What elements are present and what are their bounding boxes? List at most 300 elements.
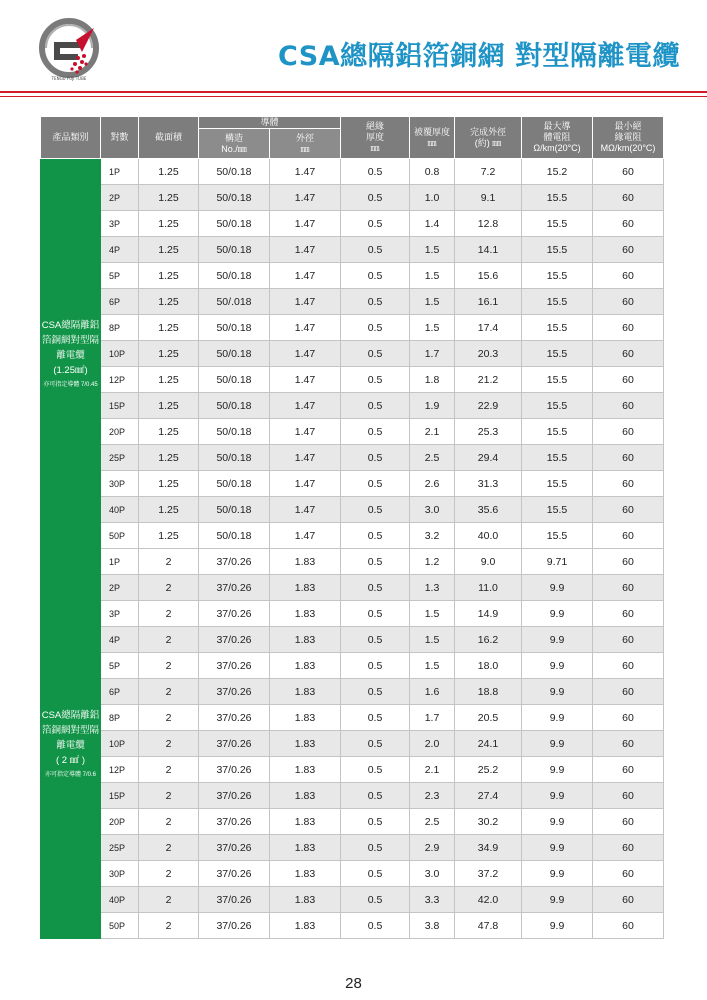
max-resistance-cell: 9.9 bbox=[522, 861, 593, 887]
header-sheath bbox=[410, 117, 455, 159]
construction-cell: 50/0.18 bbox=[199, 185, 270, 211]
cross-section-cell: 1.25 bbox=[139, 367, 199, 393]
table-row bbox=[41, 549, 664, 575]
max-resistance-cell: 15.5 bbox=[522, 237, 593, 263]
min-insulation-cell: 60 bbox=[593, 471, 664, 497]
insulation-cell: 0.5 bbox=[341, 497, 410, 523]
table-row bbox=[41, 835, 664, 861]
sheath-cell: 3.3 bbox=[410, 887, 455, 913]
insulation-cell: 0.5 bbox=[341, 679, 410, 705]
min-insulation-cell: 60 bbox=[593, 185, 664, 211]
pairs-cell: 6P bbox=[101, 289, 139, 315]
sheath-cell: 1.5 bbox=[410, 601, 455, 627]
outer-dia-cell: 1.47 bbox=[270, 237, 341, 263]
min-insulation-cell: 60 bbox=[593, 393, 664, 419]
category-note: 亦可指定導體 7/0.6 bbox=[44, 771, 96, 778]
max-resistance-cell: 9.9 bbox=[522, 627, 593, 653]
pairs-cell: 12P bbox=[101, 757, 139, 783]
header-rule-thin bbox=[0, 96, 707, 97]
construction-cell: 50/0.18 bbox=[199, 263, 270, 289]
header-outer-dia-label: 外徑 bbox=[296, 132, 315, 143]
insulation-cell: 0.5 bbox=[341, 419, 410, 445]
header-rule bbox=[0, 91, 707, 93]
header-min-ins-line2: 緣電阻 bbox=[614, 132, 642, 142]
table-row bbox=[41, 393, 664, 419]
construction-cell: 50/0.18 bbox=[199, 497, 270, 523]
table-row bbox=[41, 783, 664, 809]
finished-dia-cell: 18.8 bbox=[455, 679, 522, 705]
finished-dia-cell: 40.0 bbox=[455, 523, 522, 549]
finished-dia-cell: 14.9 bbox=[455, 601, 522, 627]
page-number: 28 bbox=[345, 975, 362, 992]
outer-dia-cell: 1.83 bbox=[270, 835, 341, 861]
insulation-cell: 0.5 bbox=[341, 861, 410, 887]
table-row bbox=[41, 913, 664, 939]
cross-section-cell: 2 bbox=[139, 575, 199, 601]
construction-cell: 50/0.18 bbox=[199, 471, 270, 497]
min-insulation-cell: 60 bbox=[593, 809, 664, 835]
max-resistance-cell: 9.9 bbox=[522, 601, 593, 627]
insulation-cell: 0.5 bbox=[341, 445, 410, 471]
pairs-cell: 5P bbox=[101, 263, 139, 289]
sheath-cell: 1.5 bbox=[410, 315, 455, 341]
finished-dia-cell: 27.4 bbox=[455, 783, 522, 809]
outer-dia-cell: 1.47 bbox=[270, 419, 341, 445]
header-min-insulation bbox=[593, 117, 664, 159]
cross-section-cell: 2 bbox=[139, 913, 199, 939]
finished-dia-cell: 9.0 bbox=[455, 549, 522, 575]
insulation-cell: 0.5 bbox=[341, 393, 410, 419]
pairs-cell: 1P bbox=[101, 549, 139, 575]
insulation-cell: 0.5 bbox=[341, 263, 410, 289]
min-insulation-cell: 60 bbox=[593, 705, 664, 731]
sheath-cell: 2.9 bbox=[410, 835, 455, 861]
pairs-cell: 30P bbox=[101, 471, 139, 497]
header-pairs: 對數 bbox=[101, 117, 139, 159]
finished-dia-cell: 18.0 bbox=[455, 653, 522, 679]
category-name: CSA總隔離鋁箔銅網對型隔離電纜 bbox=[41, 319, 100, 361]
finished-dia-cell: 11.0 bbox=[455, 575, 522, 601]
pairs-cell: 10P bbox=[101, 341, 139, 367]
cross-section-cell: 1.25 bbox=[139, 289, 199, 315]
insulation-cell: 0.5 bbox=[341, 341, 410, 367]
construction-cell: 50/.018 bbox=[199, 289, 270, 315]
construction-cell: 37/0.26 bbox=[199, 549, 270, 575]
pairs-cell: 6P bbox=[101, 679, 139, 705]
sheath-cell: 3.0 bbox=[410, 497, 455, 523]
cross-section-cell: 2 bbox=[139, 627, 199, 653]
pairs-cell: 4P bbox=[101, 627, 139, 653]
header-finished-label: 完成外徑 bbox=[470, 126, 507, 137]
max-resistance-cell: 9.9 bbox=[522, 679, 593, 705]
logo-text: TENGU FUJI TUBE bbox=[51, 76, 87, 81]
construction-cell: 37/0.26 bbox=[199, 861, 270, 887]
header-sheath-label: 被覆厚度 bbox=[414, 126, 451, 137]
pairs-cell: 10P bbox=[101, 731, 139, 757]
sheath-cell: 1.4 bbox=[410, 211, 455, 237]
outer-dia-cell: 1.83 bbox=[270, 601, 341, 627]
header-construction-label: 構造 bbox=[224, 132, 243, 143]
table-row bbox=[41, 445, 664, 471]
table-row bbox=[41, 601, 664, 627]
table-row bbox=[41, 887, 664, 913]
construction-cell: 50/0.18 bbox=[199, 445, 270, 471]
finished-dia-cell: 47.8 bbox=[455, 913, 522, 939]
header-max-res-line2: 體電阻 bbox=[543, 132, 571, 142]
max-resistance-cell: 15.2 bbox=[522, 159, 593, 185]
table-row bbox=[41, 471, 664, 497]
header-category: 產品類別 bbox=[41, 117, 101, 159]
pairs-cell: 15P bbox=[101, 393, 139, 419]
min-insulation-cell: 60 bbox=[593, 497, 664, 523]
pairs-cell: 20P bbox=[101, 809, 139, 835]
table-row bbox=[41, 523, 664, 549]
sheath-cell: 3.0 bbox=[410, 861, 455, 887]
header-construction-unit: No./㎜ bbox=[221, 143, 247, 154]
construction-cell: 50/0.18 bbox=[199, 523, 270, 549]
outer-dia-cell: 1.83 bbox=[270, 653, 341, 679]
max-resistance-cell: 15.5 bbox=[522, 393, 593, 419]
cross-section-cell: 2 bbox=[139, 731, 199, 757]
pairs-cell: 15P bbox=[101, 783, 139, 809]
sheath-cell: 0.8 bbox=[410, 159, 455, 185]
min-insulation-cell: 60 bbox=[593, 549, 664, 575]
pairs-cell: 2P bbox=[101, 575, 139, 601]
cross-section-cell: 2 bbox=[139, 601, 199, 627]
cross-section-cell: 1.25 bbox=[139, 445, 199, 471]
finished-dia-cell: 16.1 bbox=[455, 289, 522, 315]
pairs-cell: 20P bbox=[101, 419, 139, 445]
header-outer-dia-unit: ㎜ bbox=[300, 143, 310, 154]
header-max-res-line1: 最大導 bbox=[543, 121, 571, 131]
insulation-cell: 0.5 bbox=[341, 601, 410, 627]
construction-cell: 50/0.18 bbox=[199, 159, 270, 185]
outer-dia-cell: 1.83 bbox=[270, 861, 341, 887]
sheath-cell: 1.8 bbox=[410, 367, 455, 393]
sheath-cell: 2.1 bbox=[410, 419, 455, 445]
insulation-cell: 0.5 bbox=[341, 627, 410, 653]
header-insulation-unit: ㎜ bbox=[370, 143, 380, 153]
construction-cell: 37/0.26 bbox=[199, 679, 270, 705]
sheath-cell: 1.5 bbox=[410, 653, 455, 679]
min-insulation-cell: 60 bbox=[593, 731, 664, 757]
cross-section-cell: 2 bbox=[139, 549, 199, 575]
construction-cell: 50/0.18 bbox=[199, 419, 270, 445]
outer-dia-cell: 1.47 bbox=[270, 289, 341, 315]
construction-cell: 50/0.18 bbox=[199, 315, 270, 341]
cross-section-cell: 2 bbox=[139, 653, 199, 679]
min-insulation-cell: 60 bbox=[593, 861, 664, 887]
outer-dia-cell: 1.83 bbox=[270, 887, 341, 913]
max-resistance-cell: 15.5 bbox=[522, 419, 593, 445]
min-insulation-cell: 60 bbox=[593, 887, 664, 913]
outer-dia-cell: 1.47 bbox=[270, 185, 341, 211]
cross-section-cell: 1.25 bbox=[139, 393, 199, 419]
sheath-cell: 2.3 bbox=[410, 783, 455, 809]
header-conductor: 導體 bbox=[199, 117, 341, 129]
insulation-cell: 0.5 bbox=[341, 653, 410, 679]
table-row bbox=[41, 731, 664, 757]
construction-cell: 37/0.26 bbox=[199, 809, 270, 835]
finished-dia-cell: 14.1 bbox=[455, 237, 522, 263]
insulation-cell: 0.5 bbox=[341, 887, 410, 913]
sheath-cell: 1.5 bbox=[410, 289, 455, 315]
finished-dia-cell: 35.6 bbox=[455, 497, 522, 523]
construction-cell: 50/0.18 bbox=[199, 211, 270, 237]
insulation-cell: 0.5 bbox=[341, 913, 410, 939]
outer-dia-cell: 1.83 bbox=[270, 549, 341, 575]
insulation-cell: 0.5 bbox=[341, 809, 410, 835]
insulation-cell: 0.5 bbox=[341, 705, 410, 731]
sheath-cell: 1.2 bbox=[410, 549, 455, 575]
construction-cell: 50/0.18 bbox=[199, 367, 270, 393]
table-row bbox=[41, 341, 664, 367]
insulation-cell: 0.5 bbox=[341, 237, 410, 263]
construction-cell: 37/0.26 bbox=[199, 757, 270, 783]
pairs-cell: 3P bbox=[101, 601, 139, 627]
finished-dia-cell: 15.6 bbox=[455, 263, 522, 289]
finished-dia-cell: 25.2 bbox=[455, 757, 522, 783]
outer-dia-cell: 1.47 bbox=[270, 341, 341, 367]
construction-cell: 37/0.26 bbox=[199, 913, 270, 939]
header-max-resistance bbox=[522, 117, 593, 159]
cross-section-cell: 2 bbox=[139, 679, 199, 705]
table-row bbox=[41, 159, 664, 185]
max-resistance-cell: 9.9 bbox=[522, 705, 593, 731]
max-resistance-cell: 9.9 bbox=[522, 809, 593, 835]
insulation-cell: 0.5 bbox=[341, 575, 410, 601]
min-insulation-cell: 60 bbox=[593, 757, 664, 783]
construction-cell: 37/0.26 bbox=[199, 887, 270, 913]
min-insulation-cell: 60 bbox=[593, 627, 664, 653]
min-insulation-cell: 60 bbox=[593, 445, 664, 471]
pairs-cell: 25P bbox=[101, 835, 139, 861]
header-min-ins-line1: 最小絕 bbox=[614, 121, 642, 131]
max-resistance-cell: 15.5 bbox=[522, 289, 593, 315]
construction-cell: 50/0.18 bbox=[199, 341, 270, 367]
cross-section-cell: 2 bbox=[139, 809, 199, 835]
min-insulation-cell: 60 bbox=[593, 341, 664, 367]
construction-cell: 37/0.26 bbox=[199, 783, 270, 809]
finished-dia-cell: 21.2 bbox=[455, 367, 522, 393]
sheath-cell: 1.7 bbox=[410, 341, 455, 367]
header-sheath-unit: ㎜ bbox=[427, 137, 437, 148]
table-row bbox=[41, 185, 664, 211]
max-resistance-cell: 9.9 bbox=[522, 835, 593, 861]
finished-dia-cell: 9.1 bbox=[455, 185, 522, 211]
outer-dia-cell: 1.47 bbox=[270, 471, 341, 497]
table-row bbox=[41, 367, 664, 393]
construction-cell: 37/0.26 bbox=[199, 575, 270, 601]
table-row bbox=[41, 315, 664, 341]
outer-dia-cell: 1.47 bbox=[270, 523, 341, 549]
cross-section-cell: 1.25 bbox=[139, 471, 199, 497]
sheath-cell: 1.5 bbox=[410, 627, 455, 653]
finished-dia-cell: 25.3 bbox=[455, 419, 522, 445]
table-row bbox=[41, 263, 664, 289]
pairs-cell: 40P bbox=[101, 497, 139, 523]
outer-dia-cell: 1.47 bbox=[270, 263, 341, 289]
max-resistance-cell: 9.9 bbox=[522, 575, 593, 601]
insulation-cell: 0.5 bbox=[341, 159, 410, 185]
spec-table bbox=[40, 116, 664, 939]
outer-dia-cell: 1.83 bbox=[270, 731, 341, 757]
max-resistance-cell: 9.9 bbox=[522, 887, 593, 913]
outer-dia-cell: 1.83 bbox=[270, 679, 341, 705]
outer-dia-cell: 1.47 bbox=[270, 211, 341, 237]
insulation-cell: 0.5 bbox=[341, 315, 410, 341]
max-resistance-cell: 15.5 bbox=[522, 211, 593, 237]
min-insulation-cell: 60 bbox=[593, 835, 664, 861]
header-insulation-sub: 厚度 bbox=[366, 132, 385, 142]
pairs-cell: 25P bbox=[101, 445, 139, 471]
finished-dia-cell: 37.2 bbox=[455, 861, 522, 887]
min-insulation-cell: 60 bbox=[593, 575, 664, 601]
cross-section-cell: 1.25 bbox=[139, 419, 199, 445]
sheath-cell: 3.2 bbox=[410, 523, 455, 549]
header-insulation-label: 絕緣 bbox=[366, 121, 385, 131]
insulation-cell: 0.5 bbox=[341, 731, 410, 757]
max-resistance-cell: 9.9 bbox=[522, 783, 593, 809]
min-insulation-cell: 60 bbox=[593, 653, 664, 679]
cross-section-cell: 2 bbox=[139, 705, 199, 731]
sheath-cell: 1.6 bbox=[410, 679, 455, 705]
sheath-cell: 1.7 bbox=[410, 705, 455, 731]
construction-cell: 37/0.26 bbox=[199, 731, 270, 757]
min-insulation-cell: 60 bbox=[593, 211, 664, 237]
min-insulation-cell: 60 bbox=[593, 601, 664, 627]
outer-dia-cell: 1.83 bbox=[270, 913, 341, 939]
category-size: ( 2 ㎟ ) bbox=[55, 754, 86, 766]
insulation-cell: 0.5 bbox=[341, 783, 410, 809]
cross-section-cell: 2 bbox=[139, 835, 199, 861]
category-cell bbox=[41, 549, 101, 939]
outer-dia-cell: 1.47 bbox=[270, 445, 341, 471]
finished-dia-cell: 12.8 bbox=[455, 211, 522, 237]
finished-dia-cell: 42.0 bbox=[455, 887, 522, 913]
pairs-cell: 3P bbox=[101, 211, 139, 237]
sheath-cell: 2.6 bbox=[410, 471, 455, 497]
cross-section-cell: 1.25 bbox=[139, 159, 199, 185]
cross-section-cell: 1.25 bbox=[139, 263, 199, 289]
finished-dia-cell: 7.2 bbox=[455, 159, 522, 185]
max-resistance-cell: 15.5 bbox=[522, 341, 593, 367]
header-outer-dia bbox=[270, 129, 341, 159]
cross-section-cell: 1.25 bbox=[139, 211, 199, 237]
max-resistance-cell: 9.9 bbox=[522, 653, 593, 679]
spec-table-body bbox=[41, 159, 664, 939]
cross-section-cell: 1.25 bbox=[139, 185, 199, 211]
min-insulation-cell: 60 bbox=[593, 159, 664, 185]
cross-section-cell: 1.25 bbox=[139, 341, 199, 367]
header-finished bbox=[455, 117, 522, 159]
insulation-cell: 0.5 bbox=[341, 211, 410, 237]
sheath-cell: 2.1 bbox=[410, 757, 455, 783]
pairs-cell: 30P bbox=[101, 861, 139, 887]
table-row bbox=[41, 627, 664, 653]
category-note: 亦可指定導體 7/0.45 bbox=[43, 381, 98, 388]
pairs-cell: 5P bbox=[101, 653, 139, 679]
insulation-cell: 0.5 bbox=[341, 835, 410, 861]
min-insulation-cell: 60 bbox=[593, 237, 664, 263]
finished-dia-cell: 24.1 bbox=[455, 731, 522, 757]
cross-section-cell: 1.25 bbox=[139, 497, 199, 523]
min-insulation-cell: 60 bbox=[593, 419, 664, 445]
insulation-cell: 0.5 bbox=[341, 185, 410, 211]
min-insulation-cell: 60 bbox=[593, 913, 664, 939]
construction-cell: 37/0.26 bbox=[199, 835, 270, 861]
outer-dia-cell: 1.83 bbox=[270, 809, 341, 835]
outer-dia-cell: 1.83 bbox=[270, 627, 341, 653]
max-resistance-cell: 15.5 bbox=[522, 523, 593, 549]
header-construction bbox=[199, 129, 270, 159]
pairs-cell: 1P bbox=[101, 159, 139, 185]
finished-dia-cell: 22.9 bbox=[455, 393, 522, 419]
outer-dia-cell: 1.47 bbox=[270, 497, 341, 523]
max-resistance-cell: 15.5 bbox=[522, 367, 593, 393]
insulation-cell: 0.5 bbox=[341, 471, 410, 497]
cross-section-cell: 2 bbox=[139, 861, 199, 887]
category-size: (1.25㎟) bbox=[53, 364, 88, 376]
table-row bbox=[41, 211, 664, 237]
table-row bbox=[41, 497, 664, 523]
cross-section-cell: 1.25 bbox=[139, 523, 199, 549]
max-resistance-cell: 15.5 bbox=[522, 185, 593, 211]
company-logo-icon bbox=[38, 18, 100, 82]
pairs-cell: 50P bbox=[101, 913, 139, 939]
sheath-cell: 2.0 bbox=[410, 731, 455, 757]
min-insulation-cell: 60 bbox=[593, 679, 664, 705]
table-row bbox=[41, 679, 664, 705]
finished-dia-cell: 30.2 bbox=[455, 809, 522, 835]
outer-dia-cell: 1.47 bbox=[270, 159, 341, 185]
pairs-cell: 8P bbox=[101, 315, 139, 341]
page-title: CSA總隔鋁箔銅網 對型隔離電纜 bbox=[277, 41, 680, 72]
sheath-cell: 1.5 bbox=[410, 263, 455, 289]
construction-cell: 50/0.18 bbox=[199, 393, 270, 419]
sheath-cell: 1.0 bbox=[410, 185, 455, 211]
pairs-cell: 8P bbox=[101, 705, 139, 731]
max-resistance-cell: 15.5 bbox=[522, 471, 593, 497]
header-insulation bbox=[341, 117, 410, 159]
cross-section-cell: 2 bbox=[139, 757, 199, 783]
finished-dia-cell: 34.9 bbox=[455, 835, 522, 861]
pairs-cell: 2P bbox=[101, 185, 139, 211]
insulation-cell: 0.5 bbox=[341, 367, 410, 393]
max-resistance-cell: 9.9 bbox=[522, 731, 593, 757]
max-resistance-cell: 15.5 bbox=[522, 263, 593, 289]
insulation-cell: 0.5 bbox=[341, 523, 410, 549]
min-insulation-cell: 60 bbox=[593, 289, 664, 315]
category-name: CSA總隔離鋁箔銅網對型隔離電纜 bbox=[41, 709, 100, 751]
cross-section-cell: 1.25 bbox=[139, 237, 199, 263]
table-row bbox=[41, 653, 664, 679]
header-finished-unit: (約) ㎜ bbox=[474, 137, 502, 148]
max-resistance-cell: 15.5 bbox=[522, 315, 593, 341]
sheath-cell: 2.5 bbox=[410, 445, 455, 471]
max-resistance-cell: 15.5 bbox=[522, 445, 593, 471]
min-insulation-cell: 60 bbox=[593, 367, 664, 393]
insulation-cell: 0.5 bbox=[341, 289, 410, 315]
finished-dia-cell: 20.5 bbox=[455, 705, 522, 731]
table-row bbox=[41, 289, 664, 315]
max-resistance-cell: 9.9 bbox=[522, 757, 593, 783]
pairs-cell: 50P bbox=[101, 523, 139, 549]
header-cross-section: 截面積 bbox=[139, 117, 199, 159]
sheath-cell: 2.5 bbox=[410, 809, 455, 835]
construction-cell: 37/0.26 bbox=[199, 705, 270, 731]
sheath-cell: 1.3 bbox=[410, 575, 455, 601]
